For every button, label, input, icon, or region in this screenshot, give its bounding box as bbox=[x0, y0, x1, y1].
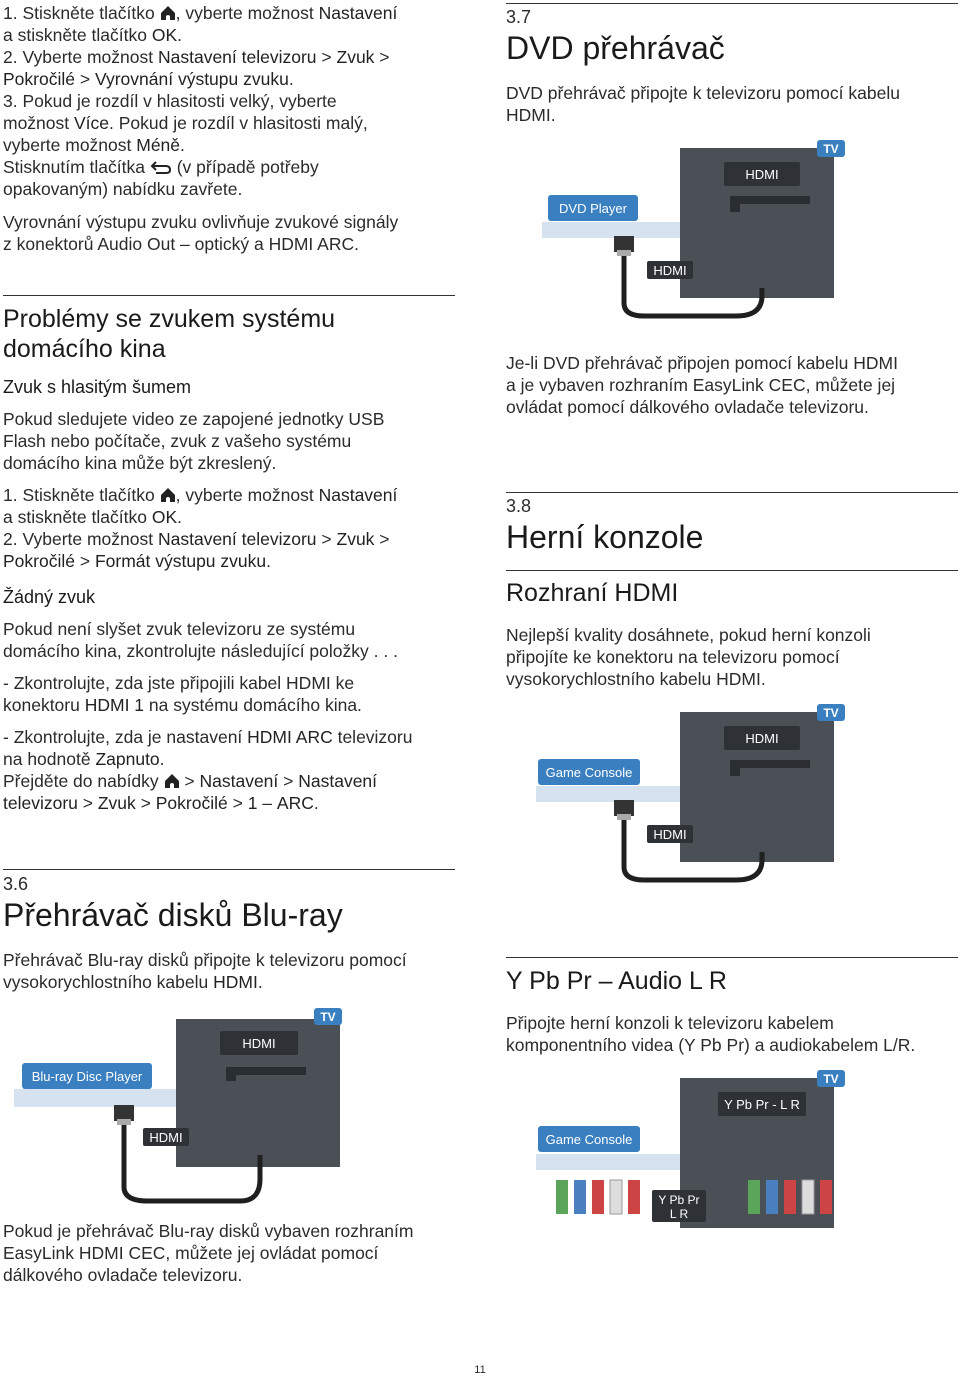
dvd-connection-diagram bbox=[540, 138, 860, 338]
step-1-cont: a stiskněte tlačítko OK. bbox=[3, 25, 182, 45]
check-2: - Zkontrolujte, zda je nastavení HDMI ARC televizoru bbox=[3, 727, 413, 747]
step-3: 3. Pokud je rozdíl v hlasitosti velký, vyberte bbox=[3, 91, 337, 111]
cable-label-1: Y Pb Pr bbox=[658, 1193, 700, 1207]
section-3-7 bbox=[506, 6, 958, 126]
device-label: Game Console bbox=[545, 765, 633, 780]
paragraph: vysokorychlostního kabelu HDMI. bbox=[506, 669, 766, 689]
note-line-2: z konektorů Audio Out – optický a HDMI ARC. bbox=[3, 234, 359, 254]
tv-port-small bbox=[730, 766, 740, 776]
menu-path: Přejděte do nabídky > Nastavení > Nastavení bbox=[3, 771, 378, 791]
paragraph: Flash nebo počítače, zvuk z vašeho systému bbox=[3, 431, 352, 451]
paragraph: dálkového ovladače televizoru. bbox=[3, 1265, 243, 1285]
step-2: 2. Vyberte možnost Nastavení televizoru > Zvuk > bbox=[3, 47, 390, 67]
divider bbox=[506, 570, 958, 571]
paragraph: připojíte ke konektoru na televizoru pomocí bbox=[506, 647, 840, 667]
tv-port-label: HDMI bbox=[745, 731, 779, 746]
back-icon bbox=[150, 159, 172, 175]
device-body bbox=[14, 1089, 176, 1107]
paragraph: vysokorychlostního kabelu HDMI. bbox=[3, 972, 263, 992]
cable-plug-tip bbox=[617, 814, 631, 820]
cable-label-2: L R bbox=[669, 1207, 689, 1221]
step-3-cont: možnost Více. Pokud je rozdíl v hlasitosti malý, bbox=[3, 113, 368, 133]
divider bbox=[506, 957, 958, 958]
paragraph: Pokud není slyšet zvuk televizoru ze systému bbox=[3, 619, 356, 639]
paragraph: domácího kina může být zkreslený. bbox=[3, 453, 277, 473]
tv-port-small bbox=[730, 202, 740, 212]
section-title: Přehrávač disků Blu-ray bbox=[3, 897, 343, 933]
component-subsection bbox=[506, 966, 958, 1056]
intro-steps bbox=[3, 2, 455, 255]
paragraph: ovládat pomocí dálkového ovladače televizoru. bbox=[506, 397, 869, 417]
divider bbox=[3, 295, 455, 296]
section-number: 3.8 bbox=[506, 496, 532, 516]
tv-badge-label: TV bbox=[320, 1010, 336, 1024]
paragraph: Nejlepší kvality dosáhnete, pokud herní konzoli bbox=[506, 625, 871, 645]
home-icon bbox=[160, 5, 176, 21]
divider bbox=[506, 3, 958, 4]
tv-port-label: HDMI bbox=[745, 167, 779, 182]
cable-plug-tip bbox=[617, 250, 631, 256]
section-title: DVD přehrávač bbox=[506, 30, 725, 66]
step-2-cont: Pokročilé > Formát výstupu zvuku. bbox=[3, 551, 271, 571]
tv-port-slot bbox=[730, 196, 810, 204]
paragraph: Pokud sledujete video ze zapojené jednotky USB bbox=[3, 409, 385, 429]
section-title-cont: domácího kina bbox=[3, 335, 166, 363]
step-2-cont: Pokročilé > Vyrovnání výstupu zvuku. bbox=[3, 69, 294, 89]
cable-plug-device bbox=[614, 800, 634, 816]
step-1: 1. Stiskněte tlačítko , vyberte možnost Nastavení bbox=[3, 3, 398, 23]
tv-port-slot bbox=[730, 760, 810, 768]
device-body bbox=[536, 786, 680, 802]
device-label: DVD Player bbox=[559, 201, 627, 216]
paragraph: EasyLink HDMI CEC, můžete jej ovládat pomocí bbox=[3, 1243, 379, 1263]
divider bbox=[506, 492, 958, 493]
tv-badge-label: TV bbox=[823, 706, 839, 720]
paragraph: komponentního videa (Y Pb Pr) a audiokabelem L/R. bbox=[506, 1035, 916, 1055]
step-4: Stisknutím tlačítka (v případě potřeby bbox=[3, 157, 319, 177]
cable-label: HDMI bbox=[149, 1130, 183, 1145]
check-2-cont: na hodnotě Zapnuto. bbox=[3, 749, 165, 769]
tv-port-small bbox=[226, 1071, 236, 1081]
paragraph: a je vybaven rozhraním EasyLink CEC, můžete jej bbox=[506, 375, 896, 395]
dvd-note bbox=[506, 352, 958, 418]
step-1-cont: a stiskněte tlačítko OK. bbox=[3, 507, 182, 527]
tv-badge-label: TV bbox=[823, 1072, 839, 1086]
paragraph: Přehrávač Blu-ray disků připojte k televizoru pomocí bbox=[3, 950, 407, 970]
problems-section bbox=[3, 304, 455, 814]
device-label: Game Console bbox=[545, 1132, 633, 1147]
tv-badge-label: TV bbox=[823, 142, 839, 156]
tv-port-slot bbox=[226, 1067, 306, 1075]
cable-label: HDMI bbox=[653, 263, 687, 278]
game-console-component-diagram bbox=[536, 1068, 856, 1238]
section-title: Herní konzole bbox=[506, 519, 704, 555]
step-3-cont2: vyberte možnost Méně. bbox=[3, 135, 185, 155]
device-body bbox=[542, 222, 680, 238]
section-3-6 bbox=[3, 873, 455, 993]
tv-port-label: HDMI bbox=[242, 1036, 276, 1051]
bluray-connection-diagram bbox=[0, 1005, 460, 1220]
menu-path-cont: televizoru > Zvuk > Pokročilé > 1 – ARC. bbox=[3, 793, 319, 813]
note-line-1: Vyrovnání výstupu zvuku ovlivňuje zvukové signály bbox=[3, 212, 399, 232]
step-2: 2. Vyberte možnost Nastavení televizoru > Zvuk > bbox=[3, 529, 390, 549]
subheading-no-sound: Žádný zvuk bbox=[3, 587, 96, 607]
cable-label: HDMI bbox=[653, 827, 687, 842]
paragraph: Pokud je přehrávač Blu-ray disků vybaven rozhraním bbox=[3, 1221, 414, 1241]
step-4-cont: opakovaným) nabídku zavřete. bbox=[3, 179, 243, 199]
subheading-noise: Zvuk s hlasitým šumem bbox=[3, 377, 192, 397]
section-3-8 bbox=[506, 495, 958, 556]
device-body bbox=[536, 1154, 680, 1170]
tv-port-label: Y Pb Pr - L R bbox=[724, 1097, 800, 1112]
home-icon bbox=[164, 773, 180, 789]
paragraph: HDMI. bbox=[506, 105, 556, 125]
section-number: 3.6 bbox=[3, 874, 29, 894]
divider bbox=[3, 869, 455, 870]
paragraph: DVD přehrávač připojte k televizoru pomocí kabelu bbox=[506, 83, 900, 103]
section-number: 3.7 bbox=[506, 7, 532, 27]
paragraph: Je-li DVD přehrávač připojen pomocí kabelu HDMI bbox=[506, 353, 898, 373]
cable-plug-device bbox=[614, 236, 634, 252]
device-component-plugs bbox=[556, 1180, 640, 1214]
page-number: 11 bbox=[474, 1364, 486, 1376]
hdmi-subsection bbox=[506, 578, 958, 690]
cable-plug-tip bbox=[117, 1119, 131, 1125]
game-console-hdmi-diagram bbox=[536, 702, 856, 902]
cable-plug-device bbox=[114, 1105, 134, 1121]
paragraph: Připojte herní konzoli k televizoru kabelem bbox=[506, 1013, 834, 1033]
bluray-note bbox=[3, 1220, 455, 1286]
paragraph: domácího kina, zkontrolujte následující položky . . . bbox=[3, 641, 398, 661]
section-title: Problémy se zvukem systému bbox=[3, 305, 336, 333]
check-1-cont: konektoru HDMI 1 na systému domácího kina. bbox=[3, 695, 362, 715]
device-label: Blu-ray Disc Player bbox=[31, 1069, 143, 1084]
check-1: - Zkontrolujte, zda jste připojili kabel HDMI ke bbox=[3, 673, 355, 693]
step-1: 1. Stiskněte tlačítko , vyberte možnost Nastavení bbox=[3, 485, 398, 505]
home-icon bbox=[160, 487, 176, 503]
subsection-title: Rozhraní HDMI bbox=[506, 579, 679, 607]
subsection-title: Y Pb Pr – Audio L R bbox=[506, 967, 727, 995]
